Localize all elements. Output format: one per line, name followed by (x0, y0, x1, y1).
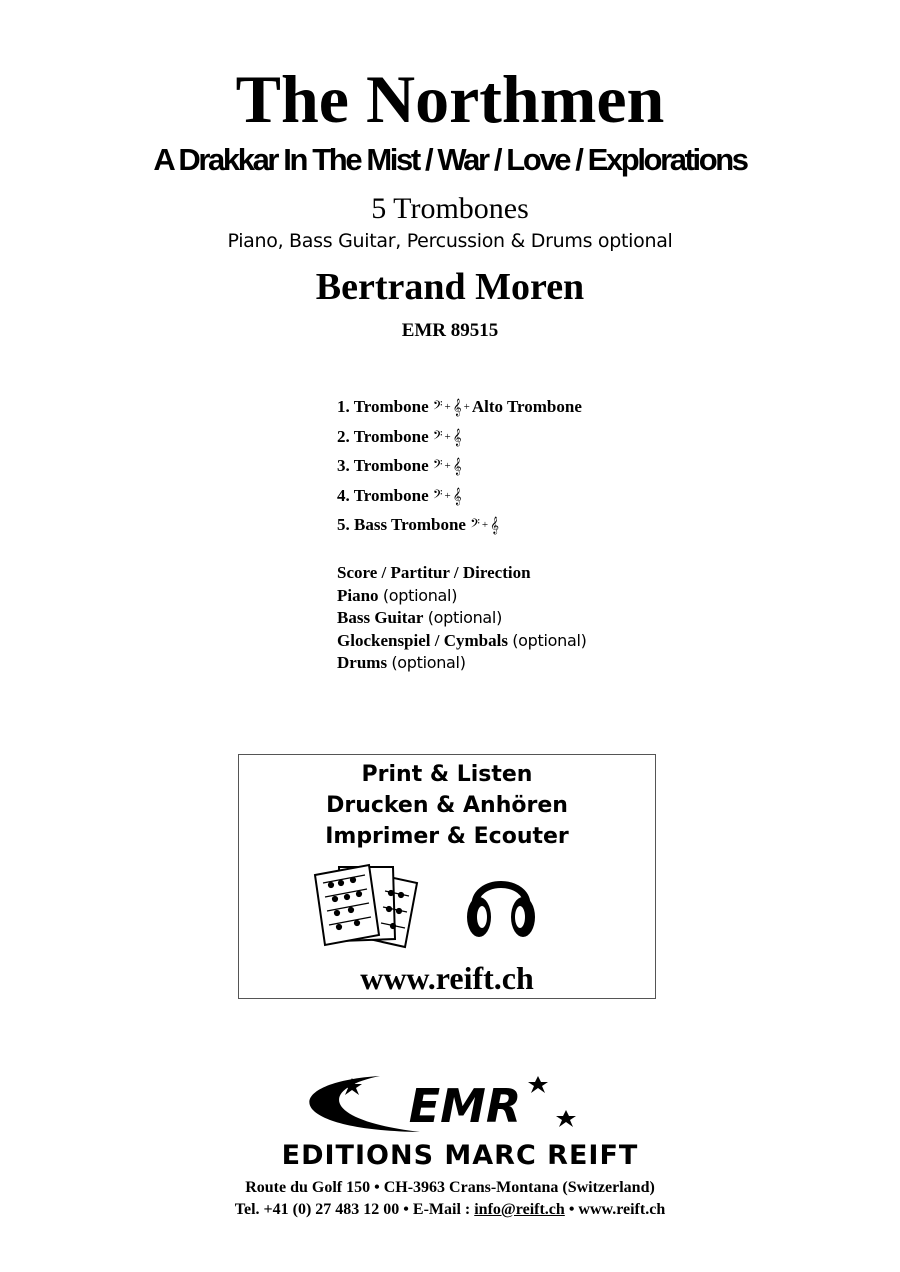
headphones-icon (465, 861, 537, 941)
treble-clef-icon: 𝄞 (452, 486, 462, 505)
part-label: 1. Trombone (337, 397, 429, 416)
part-label: 2. Trombone (337, 426, 429, 446)
part-item: 4. Trombone 𝄢 + 𝄞 (337, 485, 462, 505)
bass-clef-icon: 𝄢 (432, 427, 443, 446)
bass-clef-icon: 𝄢 (432, 398, 443, 416)
part-label: 4. Trombone (337, 485, 429, 505)
treble-clef-icon: 𝄞 (490, 516, 499, 534)
optional-instruments: Piano, Bass Guitar, Percussion & Drums optional (227, 230, 673, 252)
promo-line-3: Imprimer & Ecouter (325, 824, 569, 849)
score-line: Score / Partitur / Direction (337, 563, 531, 582)
publisher-address: Route du Golf 150 • CH-3963 Crans-Montana (Switzerland) (245, 1179, 655, 1196)
bass-clef-icon: 𝄢 (432, 457, 443, 475)
email-link[interactable]: info@reift.ch (474, 1201, 565, 1218)
composer: Bertrand Moren (315, 266, 585, 308)
part-item: 5. Bass Trombone 𝄢 + 𝄞 (337, 515, 499, 534)
treble-clef-icon: 𝄞 (452, 457, 462, 475)
instrumentation: 5 Trombones (371, 192, 529, 225)
page-title: The Northmen (235, 61, 665, 137)
promo-url[interactable]: www.reift.ch (360, 960, 534, 996)
publisher-name: EDITIONS MARC REIFT (281, 1140, 639, 1170)
part-item: 3. Trombone 𝄢 + 𝄞 (337, 456, 462, 475)
extras-list (337, 562, 757, 675)
bass-clef-icon: 𝄢 (470, 516, 480, 534)
catalog-number: EMR 89515 (401, 320, 499, 341)
promo-line-1: Print & Listen (361, 762, 533, 787)
promo-line-2: Drucken & Anhören (326, 793, 568, 818)
part-item: 2. Trombone 𝄢 + 𝄞 (337, 426, 462, 446)
emr-logo (240, 1070, 680, 1170)
treble-clef-icon: 𝄞 (452, 427, 462, 446)
part-extra: Alto Trombone (471, 397, 582, 416)
bass-clef-icon: 𝄢 (432, 486, 443, 505)
extra-item: Piano (optional) (337, 585, 458, 605)
part-item: 1. Trombone 𝄢 + 𝄞 + Alto Trombone (337, 397, 582, 416)
svg-text:EMR: EMR (408, 1079, 522, 1133)
parts-list (337, 396, 757, 544)
sheet-music-icon (313, 861, 423, 951)
part-label: 3. Trombone (337, 456, 429, 475)
print-listen-box (238, 754, 656, 999)
extra-item: Bass Guitar (optional) (337, 608, 503, 627)
part-label: 5. Bass Trombone (337, 515, 466, 534)
extra-item: Drums (optional) (337, 653, 466, 672)
subtitle: A Drakkar In The Mist / War / Love / Explorations (153, 142, 747, 177)
extra-item: Glockenspiel / Cymbals (optional) (337, 630, 587, 650)
treble-clef-icon: 𝄞 (452, 398, 462, 416)
publisher-contact: Tel. +41 (0) 27 483 12 00 • E-Mail : info@reift.ch • www.reift.ch (234, 1201, 666, 1218)
